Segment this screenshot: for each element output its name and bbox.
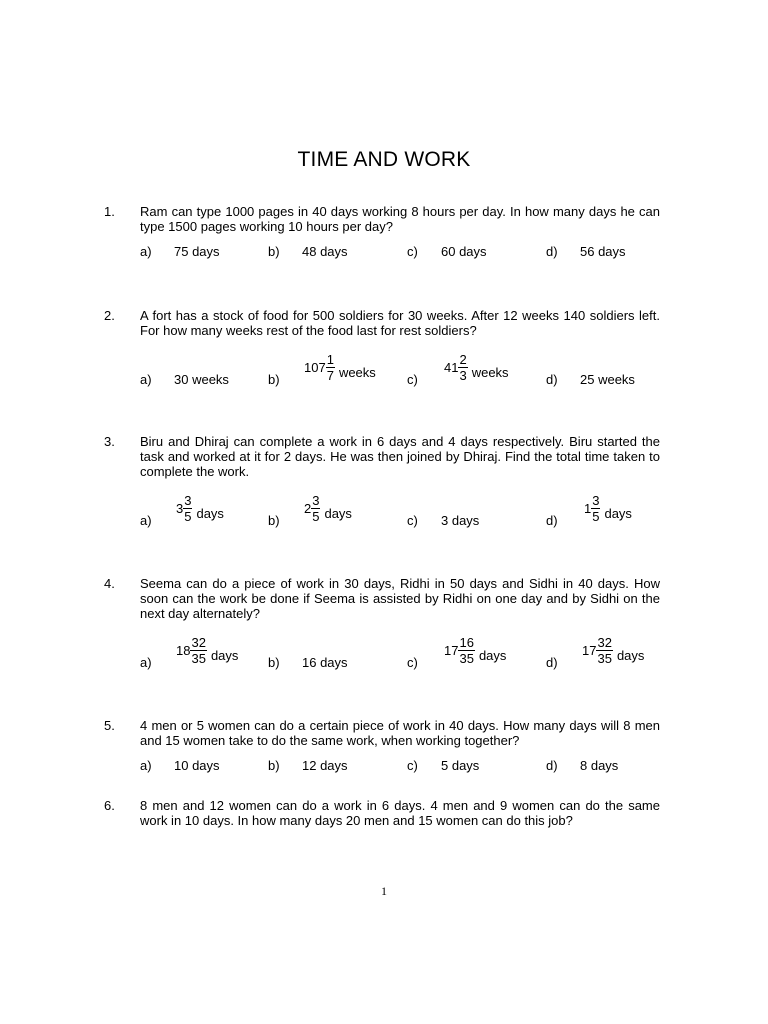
question-number: 1. (104, 204, 115, 219)
question-text: 4 men or 5 women can do a certain piece of work in 40 days. How many days will 8 men and 15 women take to do the same work, when working together? (140, 718, 660, 748)
fraction-denominator: 5 (184, 509, 192, 524)
option-label: c) (407, 244, 418, 259)
option-label: c) (407, 372, 418, 387)
options-row (104, 242, 660, 260)
option-unit: days (478, 647, 507, 663)
fraction (458, 353, 467, 382)
page-title: TIME AND WORK (297, 148, 471, 171)
question-number: 3. (104, 434, 115, 449)
mixed-fraction (304, 493, 352, 529)
option-label: a) (140, 758, 152, 773)
question-1 (104, 204, 660, 260)
fraction-denominator: 7 (326, 368, 334, 383)
option-unit: days (324, 505, 352, 521)
options-row (104, 756, 660, 774)
fraction-numerator: 3 (592, 493, 600, 508)
fraction-numerator: 16 (459, 635, 474, 650)
option-label: c) (407, 758, 418, 773)
question-text: A fort has a stock of food for 500 soldiers for 30 weeks. After 12 weeks 140 soldiers left. For how many weeks rest of the food last for rest soldiers? (140, 308, 660, 338)
question-number: 6. (104, 798, 115, 813)
options-row (104, 629, 660, 671)
option-label: a) (140, 244, 152, 259)
option-label: d) (546, 758, 558, 773)
option-label: b) (268, 372, 280, 387)
option-label: c) (407, 655, 418, 670)
question-number: 2. (104, 308, 115, 323)
fraction-whole: 18 (176, 642, 191, 658)
option-label: b) (268, 655, 280, 670)
option-label: d) (546, 372, 558, 387)
option-label: b) (268, 244, 280, 259)
fraction (591, 494, 600, 523)
option-unit: weeks (338, 364, 376, 380)
fraction-denominator: 3 (459, 368, 467, 383)
question-6 (104, 798, 660, 828)
mixed-fraction (176, 635, 239, 671)
option-label: b) (268, 758, 280, 773)
question-number: 4. (104, 576, 115, 591)
fraction-denominator: 35 (459, 651, 474, 666)
fraction-whole: 2 (304, 500, 312, 516)
fraction-whole: 17 (444, 642, 459, 658)
option-value: 3 days (441, 513, 480, 528)
mixed-fraction (444, 635, 507, 671)
question-text: Seema can do a piece of work in 30 days, Ridhi in 50 days and Sidhi in 40 days. How soon can the work be done if Seema is assisted by Ridhi on one day and by Sidhi on the next day alternately? (140, 576, 660, 621)
option-value: 16 days (302, 655, 348, 670)
question-number: 5. (104, 718, 115, 733)
option-value: 56 days (580, 244, 626, 259)
fraction-denominator: 35 (191, 651, 206, 666)
option-value: 30 weeks (174, 372, 229, 387)
mixed-fraction (582, 635, 645, 671)
option-value: 60 days (441, 244, 487, 259)
fraction-numerator: 3 (184, 493, 192, 508)
option-unit: days (210, 647, 239, 663)
question-text: Biru and Dhiraj can complete a work in 6 days and 4 days respectively. Biru started the task and worked at it for 2 days. He was then joined by Dhiraj. Find the total time taken to complete the work. (140, 434, 660, 479)
fraction (326, 353, 335, 382)
mixed-fraction (176, 493, 224, 529)
fraction (183, 494, 192, 523)
mixed-fraction (444, 352, 509, 388)
option-label: a) (140, 513, 152, 528)
page-number: 1 (381, 884, 387, 898)
question-text: Ram can type 1000 pages in 40 days working 8 hours per day. In how many days he can type 1500 pages working 10 hours per day? (140, 204, 660, 234)
fraction-whole: 1 (584, 500, 592, 516)
fraction-denominator: 5 (592, 509, 600, 524)
fraction-whole: 17 (582, 642, 597, 658)
fraction (311, 494, 320, 523)
question-text: 8 men and 12 women can do a work in 6 days. 4 men and 9 women can do the same work in 10 days. In how many days 20 men and 15 women can do this job? (140, 798, 660, 828)
fraction (190, 636, 206, 665)
option-label: b) (268, 513, 280, 528)
option-value: 25 weeks (580, 372, 635, 387)
fraction (458, 636, 474, 665)
option-value: 10 days (174, 758, 220, 773)
option-label: c) (407, 513, 418, 528)
question-3 (104, 434, 660, 529)
fraction-whole: 3 (176, 500, 184, 516)
fraction (596, 636, 612, 665)
fraction-whole: 107 (304, 359, 326, 375)
option-unit: weeks (471, 364, 509, 380)
options-row (104, 346, 660, 388)
fraction-numerator: 2 (459, 352, 467, 367)
mixed-fraction (304, 352, 376, 388)
fraction-numerator: 32 (597, 635, 612, 650)
option-label: d) (546, 655, 558, 670)
option-value: 48 days (302, 244, 348, 259)
fraction-denominator: 35 (597, 651, 612, 666)
option-label: a) (140, 655, 152, 670)
question-5 (104, 718, 660, 774)
fraction-numerator: 32 (191, 635, 206, 650)
fraction-numerator: 3 (312, 493, 320, 508)
options-row (104, 487, 660, 529)
question-4 (104, 576, 660, 671)
fraction-numerator: 1 (326, 352, 334, 367)
option-value: 8 days (580, 758, 619, 773)
option-unit: days (616, 647, 645, 663)
fraction-denominator: 5 (312, 509, 320, 524)
fraction-whole: 41 (444, 359, 459, 375)
option-label: d) (546, 244, 558, 259)
option-label: a) (140, 372, 152, 387)
question-2 (104, 308, 660, 388)
option-value: 12 days (302, 758, 348, 773)
option-value: 75 days (174, 244, 220, 259)
mixed-fraction (584, 493, 632, 529)
option-value: 5 days (441, 758, 480, 773)
option-label: d) (546, 513, 558, 528)
option-unit: days (604, 505, 632, 521)
option-unit: days (196, 505, 224, 521)
